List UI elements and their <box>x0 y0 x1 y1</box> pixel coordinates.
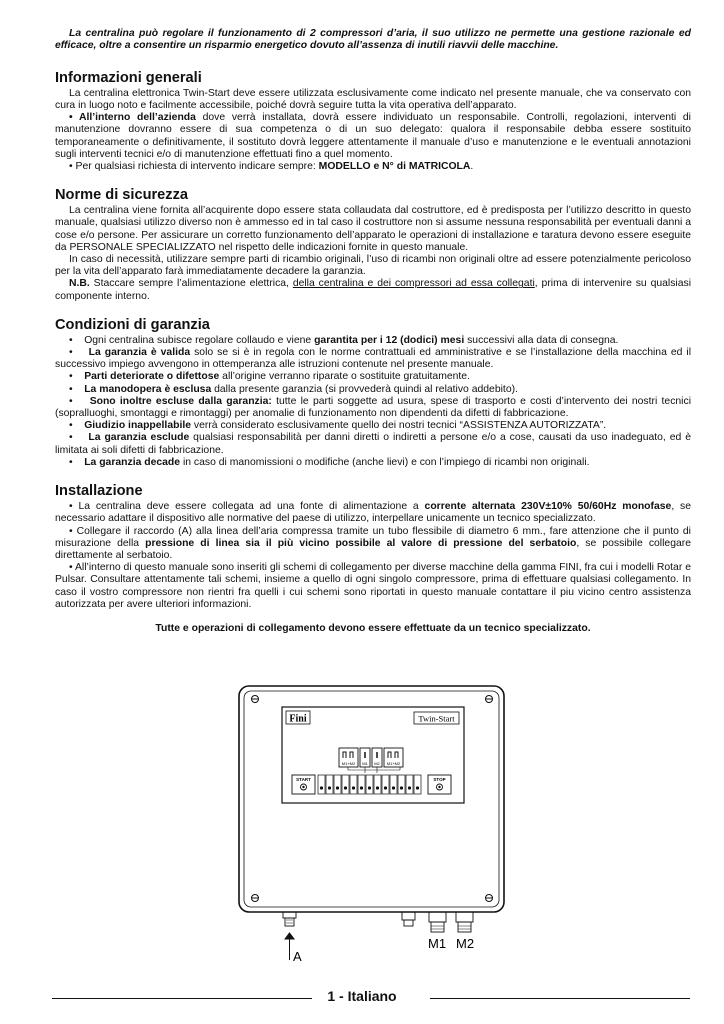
cable-gland-m1 <box>429 912 446 932</box>
intro-paragraph: La centralina può regolare il funzionamento di 2 compressori d’aria, il suo utilizzo ne permette una gestione razionale ed efficace, oltre a consentire un risparmio energetico dovuto all’assenza di inutili riavvii delle macchine. <box>55 28 691 52</box>
bold-text: N.B. <box>69 278 90 290</box>
cable-gland-small <box>402 912 415 926</box>
indicator-led <box>398 775 405 794</box>
dual-compressor-icon <box>343 752 353 758</box>
bold-text: La garanzia esclude <box>88 432 190 444</box>
label-m1: M1 <box>428 936 447 951</box>
brand-logo: Fini <box>289 713 307 725</box>
indicator-led <box>406 775 413 794</box>
bullet: • <box>69 420 85 432</box>
start-label: START <box>296 777 311 782</box>
cable-gland-m2 <box>456 912 473 932</box>
indicator-led <box>374 775 381 794</box>
text: , se possibile collegare direttamente al serbatoio. <box>55 537 691 561</box>
bold-text: MODELLO e N° di MATRICOLA <box>318 161 471 173</box>
label-m2: M2 <box>456 936 475 951</box>
paragraph: La centralina elettronica Twin-Start deve essere utilizzata esclusivamente come indicato nel presente manuale, che va conservato con cura in luogo noto e facilmente accessibile, poiché dovrà seguire tutta la vita operativa dell’apparato. <box>55 87 691 112</box>
led-dot <box>384 786 387 789</box>
label-a: A <box>293 949 302 964</box>
stop-label: STOP <box>433 777 446 782</box>
bullet: • <box>69 456 85 468</box>
led-dot <box>336 786 339 789</box>
screw-icon <box>252 895 259 902</box>
section-title: Norme di sicurezza <box>55 187 189 204</box>
led-dot <box>360 786 363 789</box>
indicator-led <box>334 775 341 794</box>
text: successivi alla data di consegna. <box>464 334 619 346</box>
bold-text: corrente alternata 230V±10% 50/60Hz monofase <box>424 501 672 513</box>
indicator-led <box>366 775 373 794</box>
bullet: • <box>69 395 90 407</box>
text: dalla presente garanzia (si provvederà quindi al relativo addebito). <box>211 383 518 395</box>
button-row <box>292 775 451 794</box>
paragraph: In caso di necessità, utilizzare sempre parti di ricambio originali, l’uso di ricambi non originali oltre ad essere potenzialmente pericoloso per la vita dell’apparato farà immediatamente decadere la garanzia. <box>55 254 691 278</box>
bullet: • <box>69 371 85 383</box>
text: Ogni centralina subisce regolare collaudo e viene <box>84 334 315 346</box>
section-title: Installazione <box>55 483 143 500</box>
text: . <box>470 161 474 173</box>
bold-text: • All’interno dell’azienda <box>69 112 196 124</box>
page-footer: 1 - Italiano <box>327 988 397 1004</box>
text: qualsiasi responsabilità per danni diretti o indiretti a persone e/o a cose, causati da uso inadeguato, ed è limitata ai soli difetti di fabbricazione. <box>55 432 692 456</box>
led-dot <box>392 786 395 789</box>
text: verrà considerato esclusivamente quello dei nostri tecnici “ASSISTENZA AUTORIZZATA”. <box>191 420 607 432</box>
bullet: • <box>69 334 85 346</box>
text: , se necessario adattare il dispositivo alle normative del paese di utilizzo, interpellare unicamente un tecnico specializzato. <box>55 501 692 525</box>
mode-label: M1+M2 <box>386 761 401 766</box>
paragraph: La centralina viene fornita all’acquirente dopo essere stata collaudata dal costruttore, ed è predisposta per l’utilizzo descritto in questo manuale, qualsiasi utilizzo diverso non è ammesso ed in tal caso il costruttore non si assume nessuna responsabilità per eventuali danni a cose e/o persone. Per assicurare un corretto funzionamento dell’apparato le operazioni di installazione e taratura devono essere eseguite da PERSONALE SPECIALIZZATO nel rispetto delle indicazioni fornite in questo manuale. <box>55 205 691 253</box>
led-dot <box>400 786 403 789</box>
screw-icon <box>486 895 493 902</box>
bold-text: La garanzia è valida <box>88 347 191 359</box>
text: • Collegare il raccordo (A) alla linea dell’aria compressa tramite un tubo flessibile di diametro 6 mm., fare attenzione che il punto di misurazione della <box>55 525 691 549</box>
led-row <box>318 775 421 794</box>
text: all’origine verranno riparate o sostituite gratuitamente. <box>219 371 470 383</box>
mode-label: M1 <box>362 761 368 766</box>
screw-icon <box>252 696 259 703</box>
led-dot <box>320 786 323 789</box>
underlined-text: della centralina e dei compressori ad essa collegati <box>292 278 535 290</box>
bullet: • <box>69 432 89 444</box>
screw-icon <box>486 696 493 703</box>
bold-text: pressione di linea sia il più vicino possibile al valore di pressione del serbatoio <box>145 537 577 549</box>
bold-text: Parti deteriorate o difettose <box>84 371 220 383</box>
installation-note: Tutte e operazioni di collegamento devono essere effettuate da un tecnico specializzato. <box>155 622 591 634</box>
bullet: • <box>69 383 85 395</box>
led-dot <box>368 786 371 789</box>
led-dot <box>376 786 379 789</box>
text: dove verrà installata, dovrà essere individuato un responsabile. Controlli, regolazioni, interventi di manutenzione dovranno essere di sua competenza o di un suo delegato: qualora il responsabile debba essere sostituito temporaneamente o definitivamente, il sostituto dovrà leggere attentamente il manuale d’uso e manutenzione e le eventuali annotazioni sugli interventi tecnici e/o di manutenzione effettuati fino a quel momento. <box>55 112 691 160</box>
led-dot <box>408 786 411 789</box>
text: in caso di manomissioni o modifiche (anche lievi) e con l’impiego di ricambi non originali. <box>180 456 590 468</box>
model-label: Twin-Start <box>418 713 455 724</box>
text: Staccare sempre l’alimentazione elettrica, <box>89 278 293 290</box>
indicator-led <box>318 775 325 794</box>
mode-indicators <box>339 748 403 773</box>
text: , prima di intervenire su qualsiasi componente interno. <box>55 278 692 302</box>
paragraph: • All’interno di questo manuale sono inseriti gli schemi di collegamento per diverse macchine della gamma FINI, fra cui i modelli Rotar e Pulsar. Consultare attentamente tali schemi, insieme a quello di ogni singolo compressore, prima di effettuare qualsiasi collegamento. In caso il vostro compressore non rientri fra quelli i cui schemi sono riportati in questo manuale contattare il piu vicino centro assistenza autorizzata per avere ulteriori informazioni. <box>55 562 691 610</box>
led-dot <box>328 786 331 789</box>
bold-text: La manodopera è esclusa <box>84 383 212 395</box>
indicator-led <box>350 775 357 794</box>
indicator-led <box>326 775 333 794</box>
text: • Per qualsiasi richiesta di intervento indicare sempre: <box>69 161 319 173</box>
bold-text: Giudizio inappellabile <box>84 420 191 432</box>
indicator-led <box>358 775 365 794</box>
indicator-led <box>342 775 349 794</box>
led-dot <box>352 786 355 789</box>
section-title: Informazioni generali <box>55 69 202 86</box>
bullet: • <box>69 347 89 359</box>
led-dot <box>344 786 347 789</box>
mode-label: M1+M2 <box>341 761 356 766</box>
indicator-led <box>414 775 421 794</box>
air-connector-a <box>283 912 296 926</box>
text: tutte le parti soggette ad usura, spese di trasporto e costi d’intervento dei nostri tecnici (sopralluoghi, smontaggi e rimontaggi) per anomalie di funzionamento non dipendenti da difetti di fabbricazione. <box>55 395 691 420</box>
bold-text: garantita per i 12 (dodici) mesi <box>314 334 465 346</box>
text: • La centralina deve essere collegata ad una fonte di alimentazione a <box>69 501 425 513</box>
indicator-led <box>382 775 389 794</box>
section-title: Condizioni di garanzia <box>55 316 210 333</box>
connector-lines <box>348 767 400 773</box>
indicator-led <box>390 775 397 794</box>
led-dot <box>416 786 419 789</box>
mode-label: M2 <box>374 761 380 766</box>
dual-compressor-icon <box>388 752 398 758</box>
bold-text: La garanzia decade <box>84 456 181 468</box>
text: solo se si è in regola con le norme contrattuali ed amministrative e se l’installazione della macchina ed il successivo impiego avvengono in ottemperanza alle istruzioni contenute nel presente manuale. <box>55 347 692 371</box>
bold-text: Sono inoltre escluse dalla garanzia: <box>89 395 272 407</box>
